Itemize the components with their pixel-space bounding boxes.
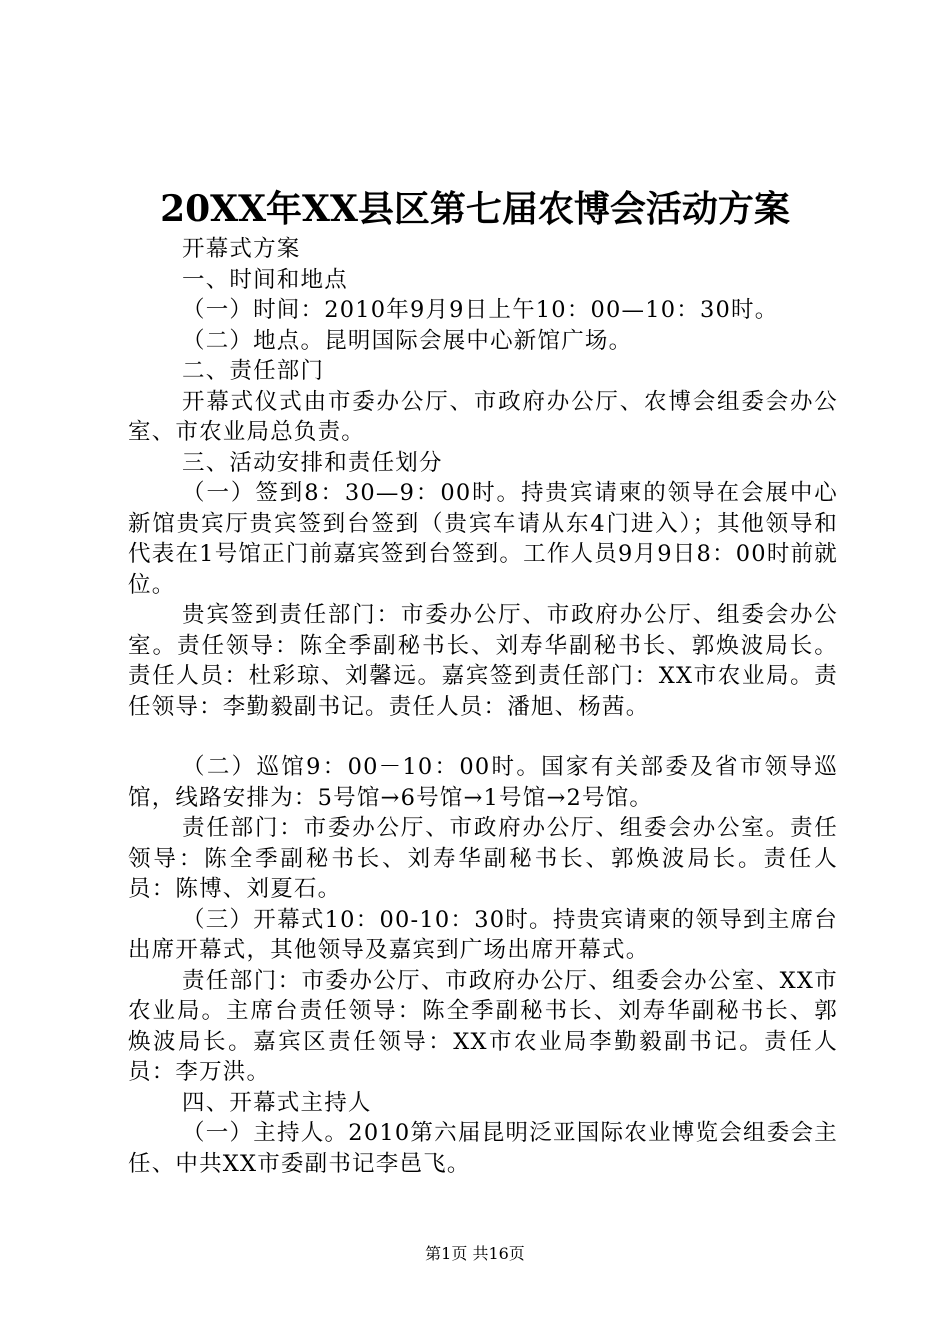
paragraph-place: （二）地点。昆明国际会展中心新馆广场。 — [182, 327, 633, 354]
paragraph-tour: （二）巡馆9：00－10：00时。国家有关部委及省市领导巡馆，线路安排为：5号馆→6号馆→1号馆→2号馆。 — [128, 754, 838, 811]
section-heading-time-place: 一、时间和地点 — [182, 266, 348, 293]
paragraph-signin: （一）签到8：30—9：00时。持贵宾请柬的领导在会展中心新馆贵宾厅贵宾签到台签到（贵宾车请从东4门进入）；其他领导和代表在1号馆正门前嘉宾签到台签到。工作人员9月9日8：00时前就位。 — [128, 480, 838, 598]
document-body — [128, 234, 838, 1179]
section-heading-responsible-dept: 二、责任部门 — [182, 358, 325, 384]
paragraph-responsible-dept: 开幕式仪式由市委办公厅、市政府办公厅、农博会组委会办公室、市农业局总负责。 — [128, 388, 838, 445]
paragraph-tour-responsibility: 责任部门：市委办公厅、市政府办公厅、组委会办公室。责任领导：陈全季副秘书长、刘寿华副秘书长、郭焕波局长。责任人员：陈博、刘夏石。 — [128, 815, 838, 902]
paragraph-ceremony: （三）开幕式10：00-10：30时。持贵宾请柬的领导到主席台出席开幕式，其他领导及嘉宾到广场出席开幕式。 — [128, 906, 838, 963]
paragraph-signin-responsibility: 贵宾签到责任部门：市委办公厅、市政府办公厅、组委会办公室。责任领导：陈全季副秘书长、刘寿华副秘书长、郭焕波局长。责任人员：杜彩琼、刘馨远。嘉宾签到责任部门：XX市农业局。责任领导：李勤毅副书记。责任人员：潘旭、杨茜。 — [128, 602, 838, 720]
paragraph-time: （一）时间：2010年9月9日上午10：00—10：30时。 — [182, 297, 779, 323]
document-title: 20XX年XX县区第七届农博会活动方案 — [160, 188, 790, 230]
section-heading-activities: 三、活动安排和责任划分 — [182, 449, 443, 476]
page-number-footer: 第1页 共16页 — [425, 1244, 525, 1263]
paragraph-ceremony-responsibility: 责任部门：市委办公厅、市政府办公厅、组委会办公室、XX市农业局。主席台责任领导：陈全季副秘书长、刘寿华副秘书长、郭焕波局长。嘉宾区责任领导：XX市农业局李勤毅副书记。责任人员：李万洪。 — [128, 967, 838, 1085]
paragraph-host: （一）主持人。2010第六届昆明泛亚国际农业博览会组委会主任、中共XX市委副书记李邑飞。 — [128, 1120, 838, 1177]
section-heading-opening-plan: 开幕式方案 — [182, 236, 301, 262]
section-heading-host: 四、开幕式主持人 — [182, 1089, 372, 1116]
